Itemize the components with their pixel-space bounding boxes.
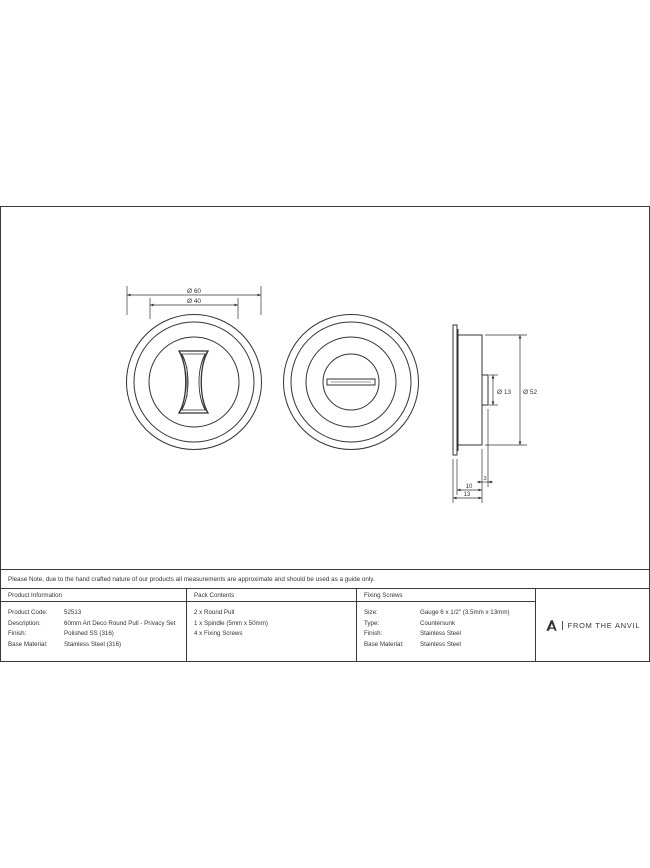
technical-drawing	[1, 207, 649, 569]
privacy-turn-view	[284, 315, 419, 450]
finish-value: Polished SS (316)	[64, 630, 114, 638]
product-information-section	[1, 589, 187, 661]
description-label: Description:	[8, 619, 41, 627]
side-dimensions	[453, 335, 527, 503]
finish-label: Finish:	[8, 630, 27, 638]
fixing-screw-row	[364, 608, 535, 619]
info-table	[1, 589, 649, 661]
dim-front-inner: Ø 40	[186, 298, 202, 305]
screw-material-value: Stainless Steel	[420, 640, 461, 648]
fixing-screws-heading: Fixing Screws	[357, 589, 535, 602]
dim-side-spindle: Ø 13	[497, 389, 512, 396]
product-info-row	[8, 640, 186, 651]
screw-size-value: Gauge 6 x 1/2" (3.5mm x 13mm)	[420, 609, 510, 616]
fixing-screw-row	[364, 640, 535, 651]
pack-item: 4 x Fixing Screws	[194, 630, 243, 638]
screw-finish-label: Finish:	[364, 630, 383, 638]
measurement-note: Please Note, due to the hand crafted nature of our products all measurements are approximate and should be used as a guide only.	[1, 569, 649, 589]
brand-name: FROM THE ANVIL	[567, 620, 641, 630]
dim-side-height: Ø 52	[523, 389, 538, 396]
screw-material-label: Base Material:	[364, 640, 404, 648]
product-info-row	[8, 629, 186, 640]
fixing-screws-section	[357, 589, 536, 661]
pack-item: 1 x Spindle (5mm x 50mm)	[194, 619, 268, 627]
pack-item: 2 x Round Pull	[194, 609, 235, 616]
front-view-pull	[127, 315, 262, 450]
dim-front-outer: Ø 60	[186, 288, 202, 295]
screw-type-value: Countersunk	[420, 619, 456, 627]
screw-size-label: Size:	[364, 609, 378, 616]
side-view	[453, 325, 488, 455]
brand-logo	[536, 589, 649, 661]
drawing-sheet	[0, 206, 650, 662]
product-information-heading: Product Information	[1, 589, 186, 602]
product-code-value: 52513	[64, 609, 82, 616]
description-value: 60mm Art Deco Round Pull - Privacy Set	[64, 619, 176, 627]
base-material-label: Base Material:	[8, 640, 48, 648]
product-info-row	[8, 619, 186, 630]
pack-contents-section	[187, 589, 357, 661]
logo-separator	[562, 621, 563, 630]
product-info-row	[8, 608, 186, 619]
dim-depth-13: 13	[463, 492, 471, 498]
fixing-screw-row	[364, 619, 535, 630]
dim-depth-10: 10	[465, 484, 473, 490]
screw-type-label: Type:	[364, 619, 380, 627]
anvil-a-logo-icon	[545, 619, 558, 632]
dim-depth-3: 3	[483, 476, 487, 482]
screw-finish-value: Stainless Steel	[420, 630, 461, 638]
product-code-label: Product Code:	[8, 609, 48, 616]
fixing-screw-row	[364, 629, 535, 640]
base-material-value: Stainless Steel (316)	[64, 640, 122, 648]
pack-contents-heading: Pack Contents	[187, 589, 356, 602]
